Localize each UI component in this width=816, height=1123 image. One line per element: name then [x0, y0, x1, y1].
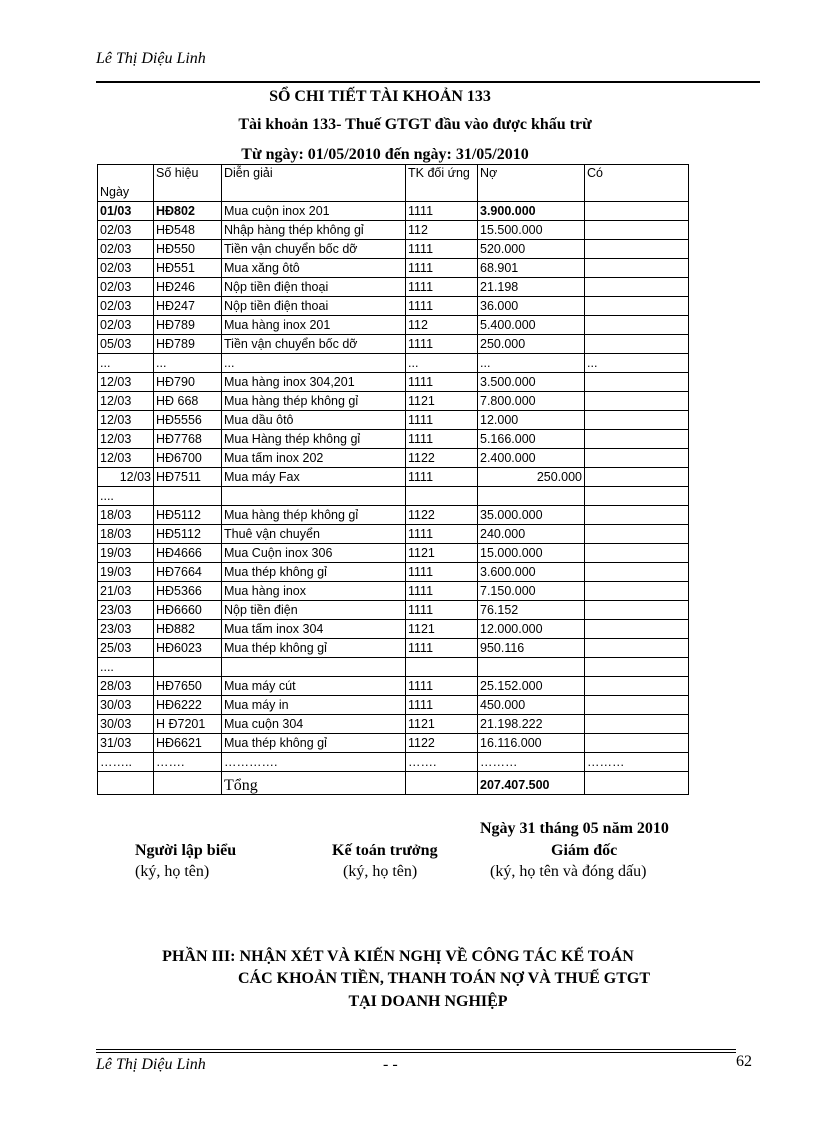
table-row [98, 487, 689, 506]
cell-credit [585, 734, 689, 753]
cell-credit [585, 582, 689, 601]
cell-date: .... [98, 487, 154, 506]
cell-doc-number: HĐ5112 [154, 525, 222, 544]
cell-doc-number: HĐ7511 [154, 468, 222, 487]
cell-description: Thuê vận chuyển [222, 525, 406, 544]
cell-date: 19/03 [98, 563, 154, 582]
cell-credit [585, 677, 689, 696]
table-row [98, 544, 689, 563]
cell-debit: 36.000 [478, 297, 585, 316]
table-row [98, 468, 689, 487]
cell-credit [585, 487, 689, 506]
cell-credit [585, 392, 689, 411]
cell-contra-account: 1111 [406, 696, 478, 715]
cell-debit: 3.900.000 [478, 202, 585, 221]
cell-description: Mua thép không gỉ [222, 734, 406, 753]
cell-debit: ... [478, 354, 585, 373]
table-row [98, 316, 689, 335]
table-row [98, 658, 689, 677]
cell-date: 12/03 [98, 468, 154, 487]
cell-doc-number: HĐ550 [154, 240, 222, 259]
table-row [98, 278, 689, 297]
director-note: (ký, họ tên và đóng dấu) [490, 863, 647, 880]
cell-contra-account: 1111 [406, 373, 478, 392]
cell-doc-number [154, 658, 222, 677]
cell-doc-number: HĐ5556 [154, 411, 222, 430]
cell-date: 02/03 [98, 240, 154, 259]
cell-credit [585, 221, 689, 240]
cell-date: 01/03 [98, 202, 154, 221]
cell-debit: 12.000.000 [478, 620, 585, 639]
cell-date: 02/03 [98, 278, 154, 297]
col-header-debit: Nợ [478, 165, 585, 202]
cell-date: 21/03 [98, 582, 154, 601]
cell-date: 02/03 [98, 297, 154, 316]
cell-doc-number: HĐ789 [154, 335, 222, 354]
cell-contra-account: 1111 [406, 335, 478, 354]
total-row [98, 772, 689, 795]
chief-accountant-note: (ký, họ tên) [343, 863, 418, 880]
cell-debit: 15.500.000 [478, 221, 585, 240]
cell-doc-number: HĐ789 [154, 316, 222, 335]
cell-credit [585, 620, 689, 639]
cell-contra-account: 1111 [406, 202, 478, 221]
table-row [98, 563, 689, 582]
director-title: Giám đốc [551, 842, 618, 859]
cell-date: 12/03 [98, 430, 154, 449]
cell-date: 18/03 [98, 525, 154, 544]
chief-accountant-title: Kế toán trưởng [332, 842, 438, 859]
cell-date: 12/03 [98, 411, 154, 430]
cell-date: 02/03 [98, 316, 154, 335]
cell-contra-account: 1111 [406, 639, 478, 658]
cell-debit: 25.152.000 [478, 677, 585, 696]
table-row [98, 734, 689, 753]
cell-doc-number: HĐ790 [154, 373, 222, 392]
cell-date: 18/03 [98, 506, 154, 525]
cell-doc-number: ... [154, 354, 222, 373]
col-header-credit: Có [585, 165, 689, 202]
cell-contra-account: 1111 [406, 278, 478, 297]
cell-credit [585, 373, 689, 392]
cell-date: .... [98, 658, 154, 677]
cell-debit: 21.198 [478, 278, 585, 297]
cell-credit [585, 316, 689, 335]
table-row [98, 601, 689, 620]
cell-credit [585, 202, 689, 221]
cell-description: Mua cuộn inox 201 [222, 202, 406, 221]
cell-debit: 3.600.000 [478, 563, 585, 582]
part3-heading-line1: PHẦN III: NHẬN XÉT VÀ KIẾN NGHỊ VỀ CÔNG TÁC KẾ TOÁN [162, 948, 634, 965]
cell-description: Mua tấm inox 202 [222, 449, 406, 468]
cell-doc-number: HĐ4666 [154, 544, 222, 563]
cell-description: Mua Hàng thép không gỉ [222, 430, 406, 449]
cell-date: 23/03 [98, 620, 154, 639]
cell-contra-account: 1121 [406, 620, 478, 639]
cell-credit [585, 715, 689, 734]
cell-doc-number: HĐ 668 [154, 392, 222, 411]
table-header-row [98, 165, 689, 202]
cell-debit: 12.000 [478, 411, 585, 430]
ledger-subtitle: Tài khoản 133- Thuế GTGT đầu vào được khấu trừ [238, 116, 592, 133]
cell-description: Mua máy Fax [222, 468, 406, 487]
cell-description [222, 658, 406, 677]
total-cell-empty [585, 772, 689, 795]
cell-description: Mua hàng thép không gỉ [222, 506, 406, 525]
cell-contra-account: ……. [406, 753, 478, 772]
preparer-note: (ký, họ tên) [135, 863, 210, 880]
table-row [98, 639, 689, 658]
cell-debit [478, 658, 585, 677]
table-row [98, 202, 689, 221]
cell-doc-number: HĐ5366 [154, 582, 222, 601]
footer-center: - - [383, 1056, 398, 1073]
cell-date: 19/03 [98, 544, 154, 563]
cell-description: Mua hàng thép không gỉ [222, 392, 406, 411]
cell-description: …………. [222, 753, 406, 772]
cell-description: ... [222, 354, 406, 373]
cell-debit: 250.000 [478, 468, 585, 487]
cell-date: 23/03 [98, 601, 154, 620]
cell-credit [585, 335, 689, 354]
cell-credit [585, 506, 689, 525]
table-row [98, 354, 689, 373]
cell-debit: 240.000 [478, 525, 585, 544]
cell-date: 12/03 [98, 373, 154, 392]
table-row [98, 373, 689, 392]
cell-contra-account: 1121 [406, 392, 478, 411]
cell-debit: ……… [478, 753, 585, 772]
cell-debit: 3.500.000 [478, 373, 585, 392]
cell-doc-number: HĐ6700 [154, 449, 222, 468]
cell-doc-number: HĐ246 [154, 278, 222, 297]
part3-heading-line2: CÁC KHOẢN TIỀN, THANH TOÁN NỢ VÀ THUẾ GTGT [237, 970, 651, 987]
cell-debit: 950.116 [478, 639, 585, 658]
cell-doc-number [154, 487, 222, 506]
cell-contra-account: 1111 [406, 563, 478, 582]
cell-contra-account: 1111 [406, 525, 478, 544]
ledger-title: SỔ CHI TIẾT TÀI KHOẢN 133 [269, 88, 491, 105]
cell-debit: 450.000 [478, 696, 585, 715]
cell-date: 30/03 [98, 696, 154, 715]
cell-date: 31/03 [98, 734, 154, 753]
signature-date: Ngày 31 tháng 05 năm 2010 [480, 820, 669, 837]
cell-doc-number: HĐ247 [154, 297, 222, 316]
page-number: 62 [736, 1053, 752, 1070]
cell-date: 05/03 [98, 335, 154, 354]
cell-description: Nộp tiền điện [222, 601, 406, 620]
cell-debit: 68.901 [478, 259, 585, 278]
cell-debit: 5.166.000 [478, 430, 585, 449]
table-row [98, 506, 689, 525]
cell-doc-number: HĐ6621 [154, 734, 222, 753]
cell-debit: 7.150.000 [478, 582, 585, 601]
cell-date: 30/03 [98, 715, 154, 734]
cell-credit [585, 430, 689, 449]
cell-contra-account: 1111 [406, 468, 478, 487]
cell-contra-account: ... [406, 354, 478, 373]
cell-credit [585, 639, 689, 658]
cell-date: 25/03 [98, 639, 154, 658]
cell-doc-number: HĐ7650 [154, 677, 222, 696]
col-header-date: Ngày [98, 165, 154, 202]
footer-rule [96, 1049, 736, 1050]
cell-description: Nhập hàng thép không gỉ [222, 221, 406, 240]
cell-description: Mua cuộn 304 [222, 715, 406, 734]
cell-contra-account: 1122 [406, 506, 478, 525]
cell-contra-account: 1111 [406, 582, 478, 601]
cell-credit [585, 563, 689, 582]
table-row [98, 715, 689, 734]
cell-description: Nộp tiền điện thoại [222, 278, 406, 297]
cell-credit [585, 658, 689, 677]
col-header-description: Diễn giải [222, 165, 406, 202]
cell-credit [585, 278, 689, 297]
header-author: Lê Thị Diệu Linh [96, 50, 206, 67]
cell-description: Mua máy in [222, 696, 406, 715]
cell-debit: 15.000.000 [478, 544, 585, 563]
cell-date: …….. [98, 753, 154, 772]
cell-contra-account: 1111 [406, 677, 478, 696]
cell-description: Tiền vận chuyển bốc dỡ [222, 240, 406, 259]
cell-description: Mua thép không gỉ [222, 639, 406, 658]
cell-description: Mua tấm inox 304 [222, 620, 406, 639]
col-header-contra-account: TK đối ứng [406, 165, 478, 202]
cell-description: Mua hàng inox 201 [222, 316, 406, 335]
cell-description: Mua dầu ôtô [222, 411, 406, 430]
cell-credit [585, 411, 689, 430]
cell-doc-number: HĐ5112 [154, 506, 222, 525]
cell-contra-account: 1111 [406, 411, 478, 430]
cell-doc-number: HĐ6023 [154, 639, 222, 658]
cell-contra-account: 1111 [406, 259, 478, 278]
cell-credit: ……… [585, 753, 689, 772]
cell-description: Mua máy cút [222, 677, 406, 696]
cell-debit: 76.152 [478, 601, 585, 620]
cell-credit [585, 544, 689, 563]
cell-contra-account [406, 487, 478, 506]
cell-credit [585, 240, 689, 259]
table-row [98, 677, 689, 696]
cell-doc-number: HĐ6222 [154, 696, 222, 715]
cell-date: 02/03 [98, 221, 154, 240]
cell-doc-number: ……. [154, 753, 222, 772]
cell-debit [478, 487, 585, 506]
cell-doc-number: HĐ6660 [154, 601, 222, 620]
cell-credit [585, 468, 689, 487]
cell-credit: ... [585, 354, 689, 373]
cell-doc-number: HĐ548 [154, 221, 222, 240]
total-cell-empty [154, 772, 222, 795]
table-row [98, 392, 689, 411]
cell-debit: 21.198.222 [478, 715, 585, 734]
table-row [98, 753, 689, 772]
cell-debit: 2.400.000 [478, 449, 585, 468]
cell-credit [585, 601, 689, 620]
cell-contra-account: 1111 [406, 297, 478, 316]
cell-credit [585, 297, 689, 316]
table-row [98, 240, 689, 259]
table-row [98, 411, 689, 430]
cell-date: 12/03 [98, 392, 154, 411]
cell-credit [585, 449, 689, 468]
cell-doc-number: HĐ802 [154, 202, 222, 221]
cell-doc-number: HĐ551 [154, 259, 222, 278]
total-cell-empty [406, 772, 478, 795]
cell-contra-account: 1111 [406, 601, 478, 620]
cell-credit [585, 696, 689, 715]
cell-debit: 520.000 [478, 240, 585, 259]
cell-debit: 7.800.000 [478, 392, 585, 411]
cell-doc-number: HĐ7768 [154, 430, 222, 449]
total-cell-empty [98, 772, 154, 795]
cell-date: 02/03 [98, 259, 154, 278]
cell-description: Mua Cuộn inox 306 [222, 544, 406, 563]
header-rule [96, 81, 760, 83]
ledger-body [98, 202, 689, 772]
cell-contra-account: 1111 [406, 430, 478, 449]
cell-description: Mua hàng inox 304,201 [222, 373, 406, 392]
table-row [98, 335, 689, 354]
cell-contra-account: 112 [406, 221, 478, 240]
cell-contra-account: 1111 [406, 240, 478, 259]
cell-description: Tiền vận chuyển bốc dỡ [222, 335, 406, 354]
cell-doc-number: H Đ7201 [154, 715, 222, 734]
cell-contra-account: 1122 [406, 734, 478, 753]
total-label: Tổng [222, 772, 406, 795]
cell-debit: 5.400.000 [478, 316, 585, 335]
table-row [98, 525, 689, 544]
cell-contra-account: 1121 [406, 715, 478, 734]
footer-author: Lê Thị Diệu Linh [96, 1056, 206, 1073]
table-row [98, 582, 689, 601]
cell-date: 12/03 [98, 449, 154, 468]
cell-doc-number: HĐ882 [154, 620, 222, 639]
cell-date: ... [98, 354, 154, 373]
part3-heading-line3: TẠI DOANH NGHIỆP [348, 993, 508, 1010]
cell-contra-account: 112 [406, 316, 478, 335]
cell-description: Nộp tiền điện thoai [222, 297, 406, 316]
cell-credit [585, 259, 689, 278]
table-row [98, 221, 689, 240]
cell-description: Mua thép không gỉ [222, 563, 406, 582]
table-row [98, 696, 689, 715]
cell-description [222, 487, 406, 506]
ledger-period: Từ ngày: 01/05/2010 đến ngày: 31/05/2010 [241, 146, 529, 163]
cell-description: Mua hàng inox [222, 582, 406, 601]
table-row [98, 430, 689, 449]
cell-debit: 16.116.000 [478, 734, 585, 753]
table-row [98, 297, 689, 316]
total-amount: 207.407.500 [478, 772, 585, 795]
preparer-title: Người lập biểu [135, 842, 237, 859]
cell-credit [585, 525, 689, 544]
cell-contra-account [406, 658, 478, 677]
table-row [98, 620, 689, 639]
cell-description: Mua xăng ôtô [222, 259, 406, 278]
ledger-table [97, 164, 689, 795]
table-row [98, 449, 689, 468]
cell-debit: 250.000 [478, 335, 585, 354]
table-row [98, 259, 689, 278]
footer-rule [96, 1052, 736, 1053]
cell-contra-account: 1122 [406, 449, 478, 468]
cell-contra-account: 1121 [406, 544, 478, 563]
col-header-doc-number: Số hiệu [154, 165, 222, 202]
cell-doc-number: HĐ7664 [154, 563, 222, 582]
cell-debit: 35.000.000 [478, 506, 585, 525]
cell-date: 28/03 [98, 677, 154, 696]
